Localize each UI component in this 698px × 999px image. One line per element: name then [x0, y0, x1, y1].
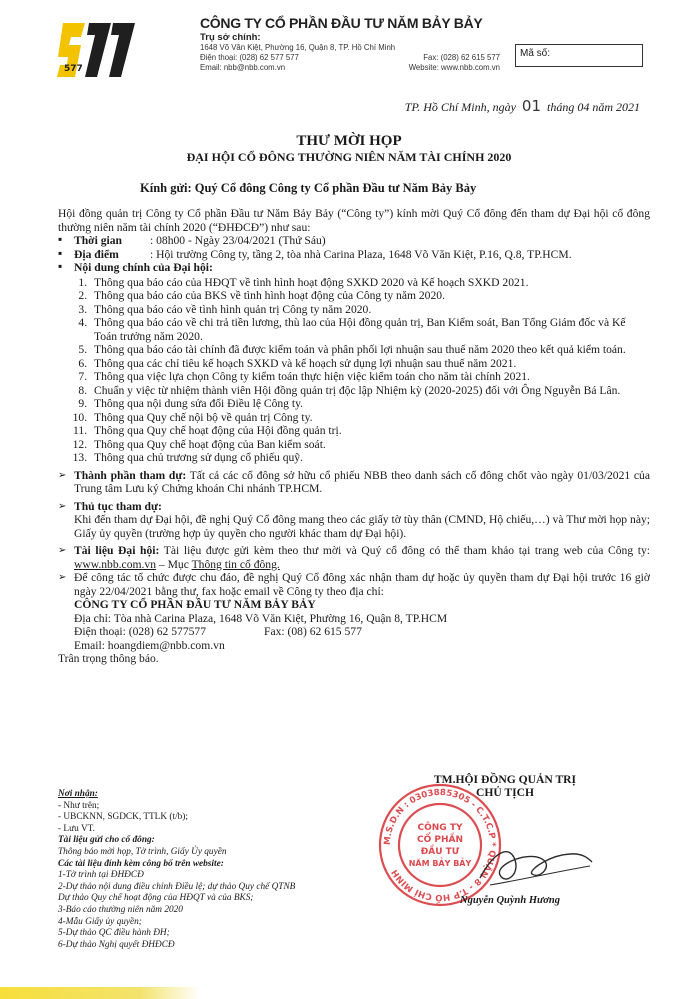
date-suffix: tháng 04 năm 2021 [547, 100, 640, 114]
letterhead [200, 15, 500, 73]
agenda-item: 9. Thông qua nội dung sửa đổi Điều lệ Công ty. [90, 397, 650, 411]
confirm-paragraph: ➢ Để công tác tổ chức được chu đáo, đề nghị Quý Cổ đông xác nhận tham dự hoặc ủy quyền tham dự Đại hội trước 16 giờ ngày 22/04/2021 bằng thư, fax hoặc email về Công ty theo địa chỉ: [58, 571, 650, 598]
seal-ring-text: M.S.D.N : 0303885305 - C.T.C.P * QUẬN 8 - T.P HỒ CHÍ MINH [382, 787, 498, 903]
web-item: 6-Dự thảo Nghị quyết ĐHĐCĐ [58, 939, 175, 950]
shareholder-info-link[interactable]: Thông tin cổ đông. [191, 557, 280, 571]
hq-fax: Fax: (028) 62 615 577 [423, 53, 500, 62]
contact-row-phone [200, 53, 500, 63]
agenda-item: 4. Thông qua báo cáo về chi trả tiền lương, thù lao của Hội đồng quản trị, Ban Kiểm soát, Ban Tổng Giám đốc và Kế Toán trưởng năm 2020. [90, 316, 650, 343]
web-item: 2-Dự thảo nội dung điều chỉnh Điều lệ; dự thảo Quy chế QTNB [58, 881, 296, 892]
contact-fax: Fax: (08) 62 615 577 [264, 625, 362, 638]
letter-body [58, 207, 650, 666]
sign-title-board: TM.HỘI ĐỒNG QUẢN TRỊ [433, 773, 577, 786]
agenda-item: 3. Thông qua báo cáo về tình hình quản trị Công ty năm 2020. [90, 303, 650, 317]
web-item: Dự thảo Quy chế hoạt động của HĐQT và của BKS; [58, 893, 254, 904]
participants-text: Tất cả các cổ đông sở hữu cổ phiếu NBB theo danh sách cổ đông chốt vào ngày 01/03/2021 của Trung tâm Lưu ký Chứng khoán Chi nhánh TP.HCM. [74, 468, 650, 495]
participants-label: Thành phần tham dự: [74, 468, 187, 482]
document-subtitle: ĐẠI HỘI CỔ ĐÔNG THƯỜNG NIÊN NĂM TÀI CHÍNH 2020 [186, 150, 512, 164]
document-title: THƯ MỜI HỌP [296, 133, 402, 149]
hq-phone: Điện thoại: (028) 62 577 577 [200, 53, 299, 62]
company-logo [55, 15, 137, 85]
intro-paragraph: Hội đồng quản trị Công ty Cổ phần Đầu tư Năm Bảy Bảy (“Công ty”) kính mời Quý Cổ đông đến tham dự Đại hội cổ đông thường niên năm tài chính 2020 (“ĐHĐCĐ”) như sau: [58, 207, 650, 234]
hq-address: 1648 Võ Văn Kiệt, Phường 16, Quận 8, TP. Hồ Chí Minh [200, 43, 396, 52]
recipient-item: - UBCKNN, SGDCK, TTLK (t/b); [58, 812, 188, 823]
date-day: 01 [521, 97, 541, 115]
meeting-time [58, 234, 650, 248]
web-head: Các tài liệu đính kèm công bố trên website: [58, 858, 224, 869]
recipient-item: - Lưu VT. [58, 823, 95, 834]
meeting-place [58, 248, 650, 262]
agenda-item: 1. Thông qua báo cáo của HĐQT về tình hình hoạt động SXKD 2020 và Kế hoạch SXKD 2021. [90, 276, 650, 290]
place-label: Địa điểm [74, 247, 119, 261]
footer-strip [0, 987, 200, 999]
docs-line: Thông báo mời họp, Tờ trình, Giấy Ủy quyền [58, 846, 227, 857]
place-value: : Hội trường Công ty, tầng 2, tòa nhà Carina Plaza, 1648 Võ Văn Kiệt, P.16, Q.8, TP.HCM. [150, 247, 572, 261]
contact-email: Email: hoangdiem@nbb.com.vn [74, 638, 225, 652]
agenda-item: 2. Thông qua báo cáo của BKS về tình hình hoạt động của Công ty năm 2020. [90, 289, 650, 303]
contact-phone-fax [58, 625, 650, 639]
handwritten-signature [470, 830, 600, 900]
seal-line: ĐẦU TƯ [420, 847, 460, 857]
website-link[interactable]: www.nbb.com.vn [74, 557, 157, 571]
contact-row-web [200, 63, 500, 73]
recipient-item: - Như trên; [58, 800, 100, 811]
ma-so-box: Mã số: [515, 44, 643, 67]
signer-name: Nguyễn Quỳnh Hương [460, 895, 561, 906]
logo-text: 577 [64, 64, 83, 74]
addressee: Kính gửi: Quý Cổ đông Công ty Cổ phần Đầu tư Năm Bảy Bảy [140, 181, 477, 195]
web-item: 4-Mẫu Giấy ủy quyền; [58, 916, 142, 927]
company-name: CÔNG TY CỔ PHẦN ĐẦU TƯ NĂM BẢY BẢY [200, 15, 483, 31]
closing: Trân trọng thông báo. [58, 652, 159, 665]
date-prefix: TP. Hồ Chí Minh, ngày [404, 100, 516, 114]
time-label: Thời gian [74, 234, 122, 247]
contact-address: Địa chỉ: Tòa nhà Carina Plaza, 1648 Võ Văn Kiệt, Phường 16, Quận 8, TP.HCM [74, 611, 448, 625]
agenda-item: 7. Thông qua việc lựa chọn Công ty kiểm toán thực hiện việc kiểm toán cho năm tài chính 2021. [90, 370, 650, 384]
procedure-label: ➢ Thủ tục tham dự: [58, 500, 650, 514]
date-line [405, 97, 640, 115]
agenda-list [58, 276, 650, 465]
procedure-text: Khi đến tham dự Đại hội, đề nghị Quý Cổ đông mang theo các giấy tờ tùy thân (CMND, Hộ chiếu,…) và Thư mời họp này; Giấy ủy quyền (trường hợp ủy quyền cho người khác tham dự Đại hội). [74, 513, 650, 540]
agenda-item: 10. Thông qua Quy chế nội bộ về quản trị Công ty. [90, 411, 650, 425]
agenda-label: ▪ Nội dung chính của Đại hội: [58, 261, 650, 275]
sign-title-chair: CHỦ TỊCH [475, 786, 535, 799]
contact-company: CÔNG TY CỔ PHẦN ĐẦU TƯ NĂM BẢY BẢY [74, 598, 316, 611]
agenda-item: 6. Thông qua các chỉ tiêu kế hoạch SXKD và kế hoạch sử dụng lợi nhuận sau thuế năm 2021. [90, 357, 650, 371]
agenda-item: 8. Chuẩn y việc từ nhiệm thành viên Hội đồng quản trị độc lập Nhiệm kỳ (2020-2025) đối với Ông Nguyễn Bá Lân. [90, 384, 650, 398]
documents-text: Tài liệu được gửi kèm theo thư mời và Quý cổ đông có thể tham khảo tại trang web của Công ty: [159, 544, 650, 557]
hq-email: Email: nbb@nbb.com.vn [200, 63, 286, 72]
documents [58, 544, 650, 571]
hq-label: Trụ sở chính: [200, 32, 261, 43]
web-item: 3-Báo cáo thường niên năm 2020 [58, 904, 183, 915]
agenda-item: 12. Thông qua Quy chế hoạt động của Ban kiểm soát. [90, 438, 650, 452]
seal-line: NĂM BẢY BẢY [408, 859, 472, 868]
contact-phone: Điện thoại: (028) 62 577577 [74, 625, 207, 638]
web-item: 1-Tờ trình tại ĐHĐCĐ [58, 870, 144, 881]
seal-line: CÔNG TY [417, 823, 463, 833]
docs-head: Tài liệu gửi cho cổ đông: [58, 835, 155, 846]
recipients-head: Nơi nhận: [58, 789, 98, 799]
agenda-item: 13. Thông qua chủ trương sử dụng cổ phiếu quỹ. [90, 451, 650, 465]
documents-mid: – Mục [156, 557, 192, 571]
documents-label: Tài liệu Đại hội: [74, 544, 160, 557]
recipients-block [58, 789, 358, 951]
agenda-item: 11. Thông qua Quy chế hoạt động của Hội đồng quản trị. [90, 424, 650, 438]
agenda-item: 5. Thông qua báo cáo tài chính đã được kiểm toán và phân phối lợi nhuận sau thuế năm 2020 theo kết quả kiểm toán. [90, 343, 650, 357]
web-item: 5-Dự thảo QC điều hành ĐH; [58, 928, 170, 939]
seal-line: CỔ PHẦN [416, 835, 464, 845]
hq-website: Website: www.nbb.com.vn [408, 63, 500, 72]
time-value: : 08h00 - Ngày 23/04/2021 (Thứ Sáu) [150, 234, 326, 247]
participants [58, 469, 650, 496]
